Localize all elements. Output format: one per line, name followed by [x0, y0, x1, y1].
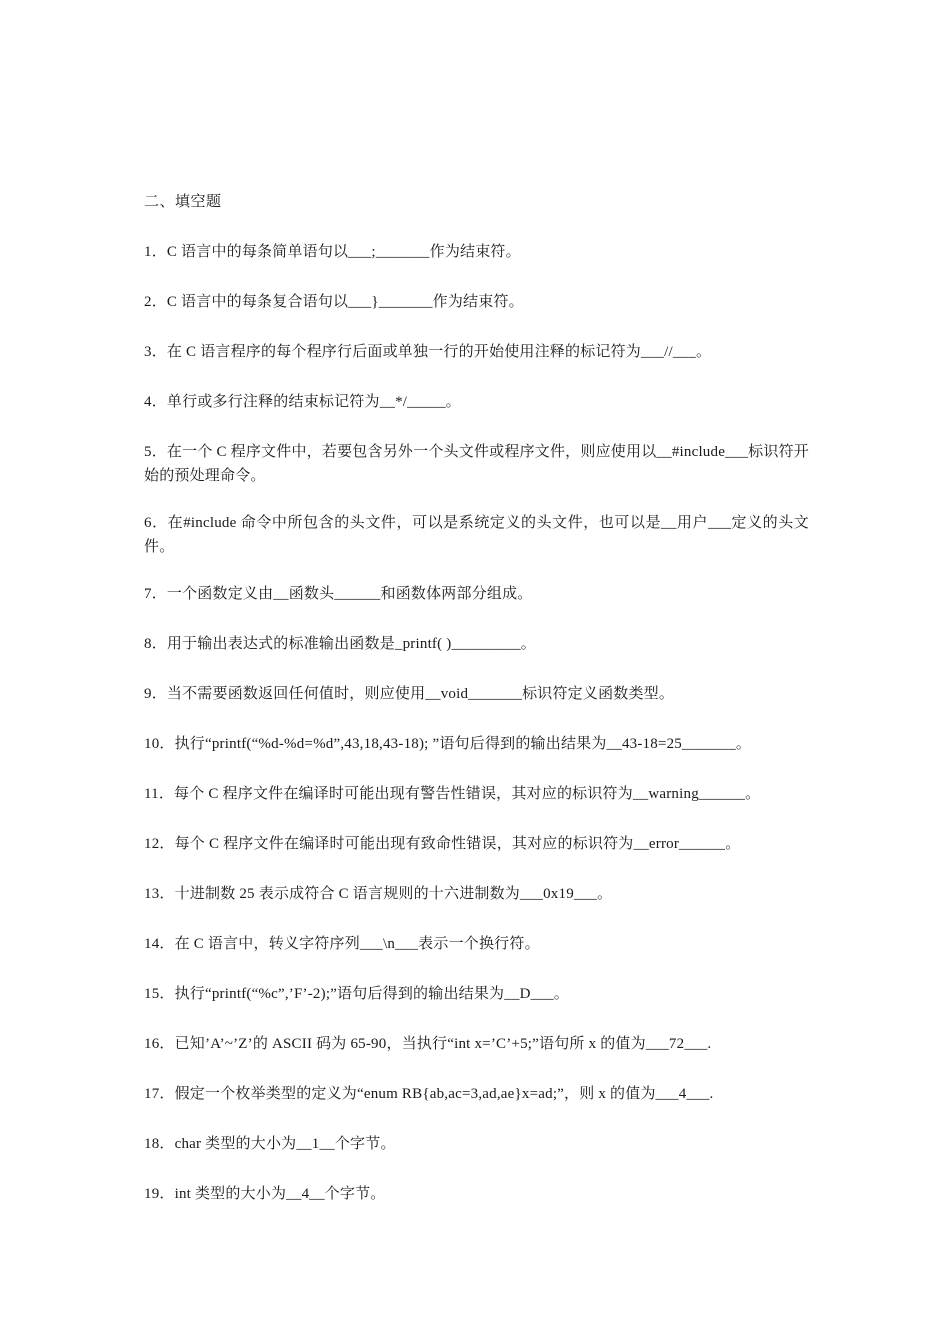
- question-10: 10．执行“printf(“%d-%d=%d”,43,18,43-18); ”语句后得到的输出结果为__43-18=25_______。: [144, 736, 752, 752]
- section-title: 二、填空题: [144, 194, 222, 210]
- question-17: 17．假定一个枚举类型的定义为“enum RB{ab,ac=3,ad,ae}x=ad;”，则 x 的值为___4___.: [144, 1086, 714, 1102]
- question-12: 12．每个 C 程序文件在编译时可能出现有致命性错误，其对应的标识符为__error______。: [144, 836, 741, 852]
- question-1: 1．C 语言中的每条简单语句以___;_______作为结束符。: [144, 244, 521, 260]
- question-7: 7．一个函数定义由__函数头______和函数体两部分组成。: [144, 586, 533, 602]
- question-14: 14．在 C 语言中，转义字符序列___\n___表示一个换行符。: [144, 936, 540, 952]
- question-8: 8．用于输出表达式的标准输出函数是_printf( )_________。: [144, 636, 536, 652]
- question-6: 6．在#include 命令中所包含的头文件，可以是系统定义的头文件，也可以是__用户___定义的头文件。: [144, 515, 809, 555]
- question-13: 13．十进制数 25 表示成符合 C 语言规则的十六进制数为___0x19___。: [144, 886, 613, 902]
- question-11: 11．每个 C 程序文件在编译时可能出现有警告性错误，其对应的标识符为__warning______。: [144, 786, 761, 802]
- question-15: 15．执行“printf(“%c”,’F’-2);”语句后得到的输出结果为__D___。: [144, 986, 569, 1002]
- question-2: 2．C 语言中的每条复合语句以___}_______作为结束符。: [144, 294, 524, 310]
- question-4: 4．单行或多行注释的结束标记符为__*/_____。: [144, 394, 461, 410]
- document-page: [144, 190, 809, 1232]
- question-16: 16．已知’A’~’Z’的 ASCII 码为 65-90，当执行“int x=’C’+5;”语句所 x 的值为___72___.: [144, 1036, 712, 1052]
- question-9: 9．当不需要函数返回任何值时，则应使用__void_______标识符定义函数类型。: [144, 686, 675, 702]
- question-5: 5．在一个 C 程序文件中，若要包含另外一个头文件或程序文件，则应使用以__#include___标识符开始的预处理命令。: [144, 444, 809, 484]
- question-3: 3．在 C 语言程序的每个程序行后面或单独一行的开始使用注释的标记符为___//___。: [144, 344, 712, 360]
- question-18: 18．char 类型的大小为__1__个字节。: [144, 1136, 396, 1152]
- question-19: 19．int 类型的大小为__4__个字节。: [144, 1186, 386, 1202]
